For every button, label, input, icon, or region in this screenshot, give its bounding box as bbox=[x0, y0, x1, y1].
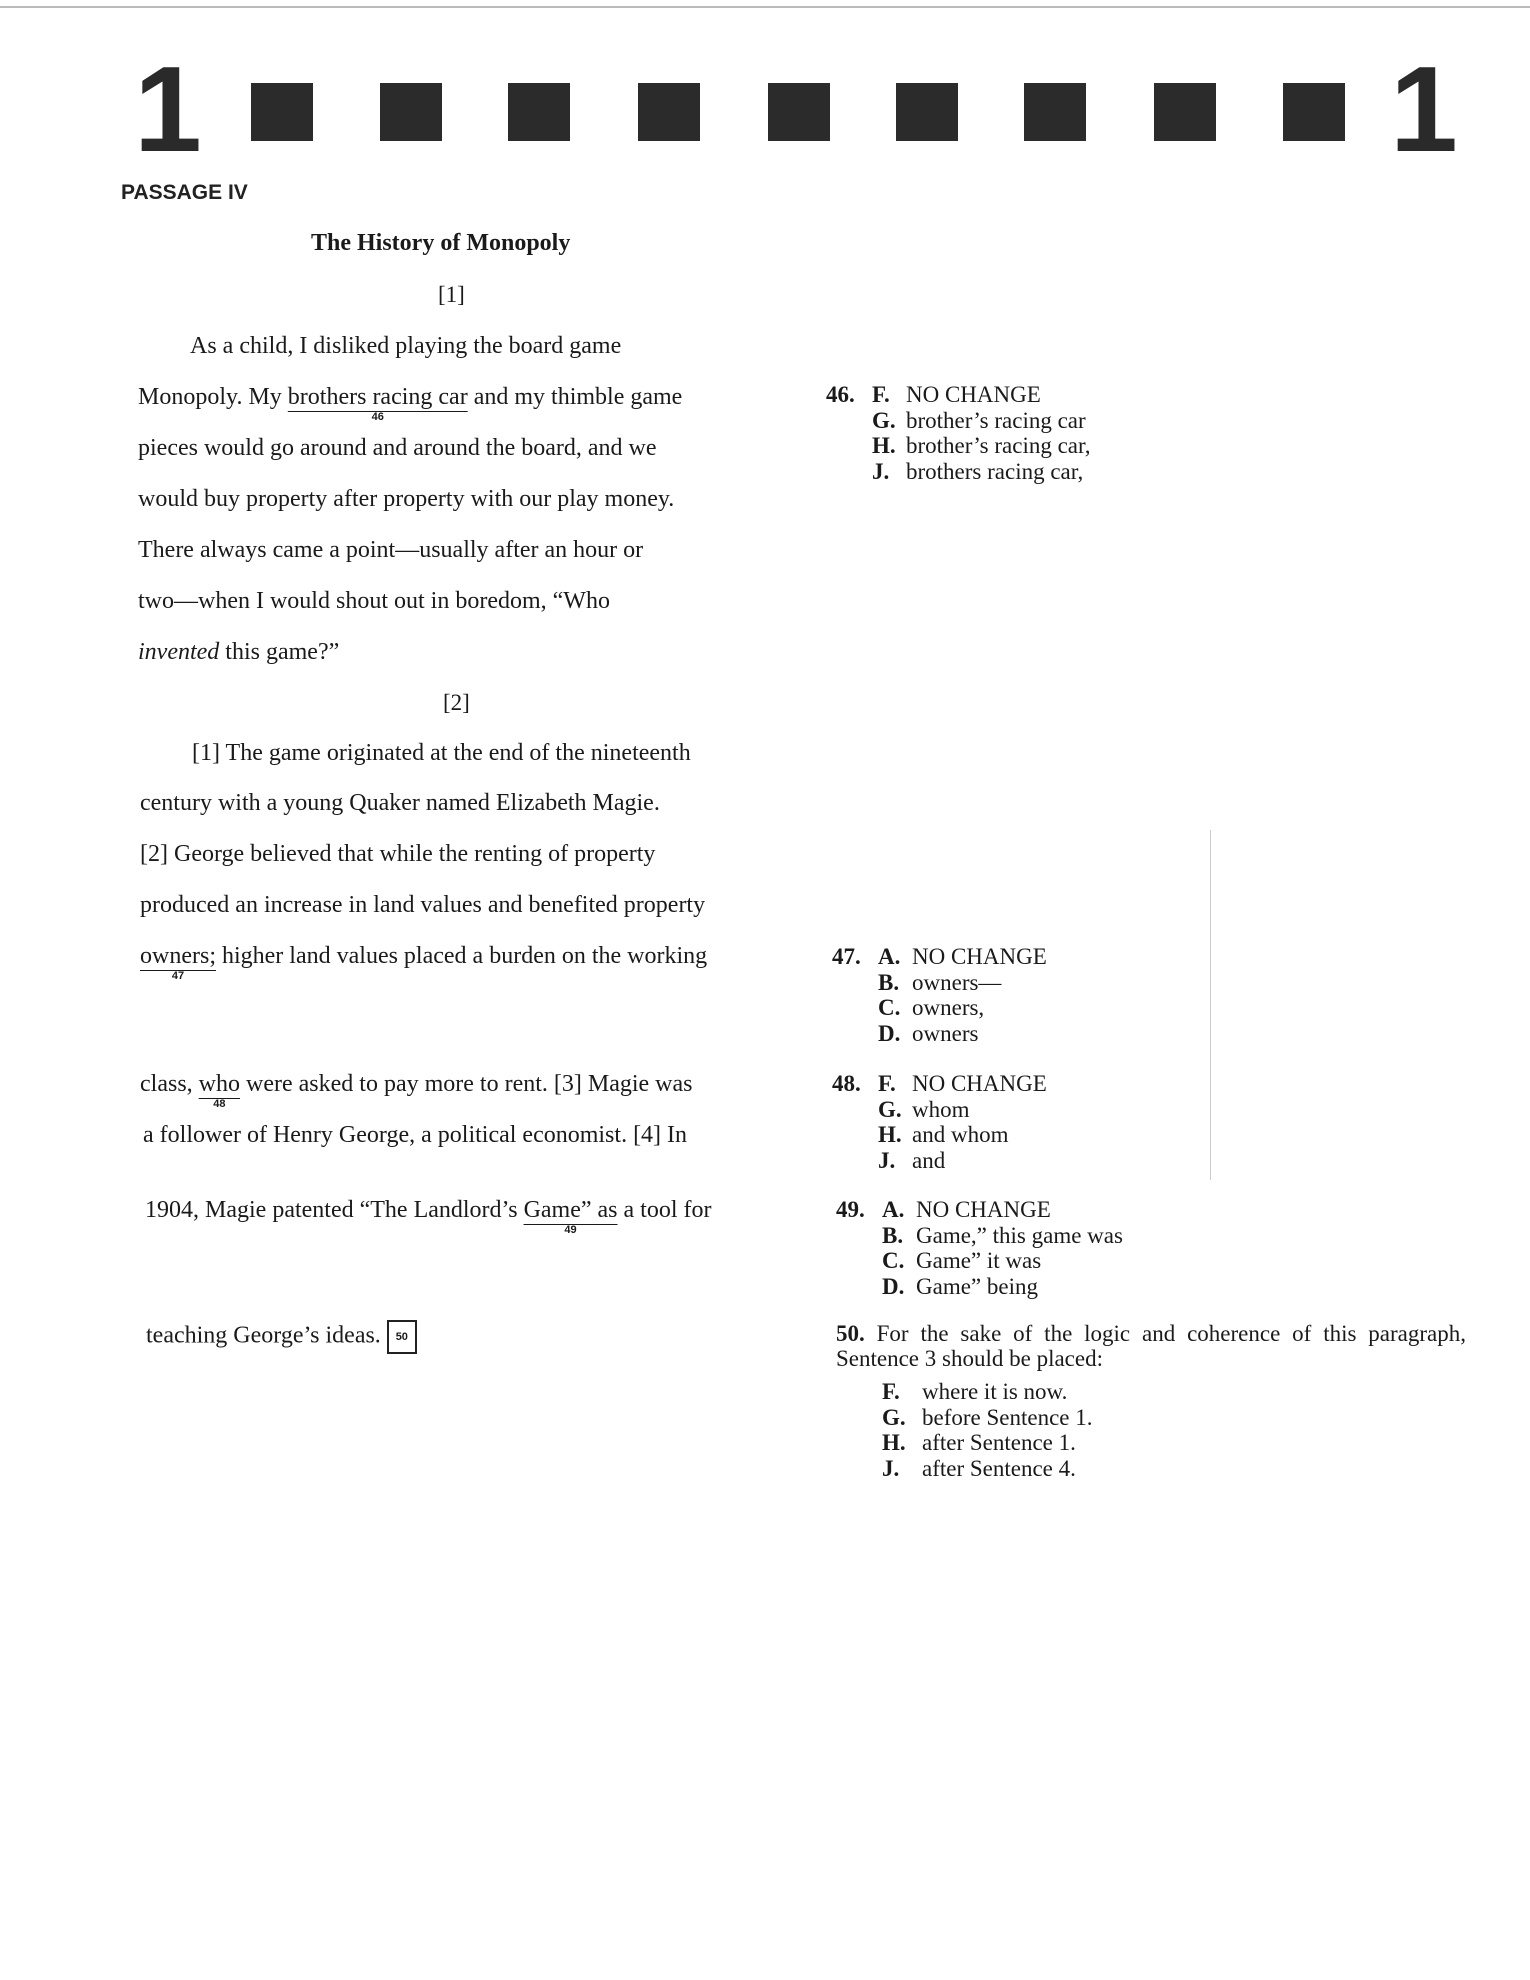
question-50 bbox=[836, 1321, 1466, 1481]
question-48 bbox=[832, 1071, 1047, 1173]
option-text[interactable]: brother’s racing car, bbox=[906, 433, 1091, 458]
question-number: 46. bbox=[826, 382, 855, 407]
question-ref-48: 48 bbox=[213, 1098, 226, 1110]
option-letter[interactable]: B. bbox=[882, 1222, 904, 1248]
passage-line: produced an increase in land values and benefited property bbox=[140, 892, 706, 918]
option-letter[interactable]: B. bbox=[878, 969, 900, 995]
passage-line: century with a young Quaker named Elizabeth Magie. bbox=[140, 790, 660, 816]
option-letter[interactable]: H. bbox=[882, 1430, 906, 1455]
question-stem: 50. For the sake of the logic and coherence of this paragraph, Sentence 3 should be placed: bbox=[836, 1321, 1466, 1371]
question-number: 49. bbox=[836, 1197, 865, 1222]
divider bbox=[1210, 830, 1211, 1180]
option-text[interactable]: NO CHANGE bbox=[912, 1071, 1047, 1096]
passage-line: [1] The game originated at the end of the nineteenth bbox=[192, 740, 691, 766]
option-letter[interactable]: J. bbox=[882, 1455, 900, 1481]
option-letter[interactable]: C. bbox=[878, 995, 901, 1020]
option-text[interactable]: owners— bbox=[912, 969, 1002, 995]
option-text[interactable]: Game,” this game was bbox=[916, 1222, 1123, 1248]
question-ref-49: 49 bbox=[564, 1224, 577, 1236]
question-ref-46: 46 bbox=[371, 411, 384, 423]
option-letter[interactable]: A. bbox=[878, 944, 901, 969]
question-46 bbox=[826, 382, 1090, 484]
header-block bbox=[508, 83, 570, 141]
passage-line: invented this game?” bbox=[138, 639, 340, 665]
header-block bbox=[1283, 83, 1345, 141]
header-block bbox=[1154, 83, 1216, 141]
option-text[interactable]: after Sentence 1. bbox=[922, 1430, 1076, 1455]
passage-line: a follower of Henry George, a political economist. [4] In bbox=[143, 1122, 688, 1148]
header-block bbox=[896, 83, 958, 141]
passage-line: Monopoly. My brothers racing car 46 and my thimble game bbox=[138, 384, 683, 423]
option-letter[interactable]: A. bbox=[882, 1197, 905, 1222]
option-text[interactable]: Game” being bbox=[916, 1273, 1038, 1299]
option-letter[interactable]: G. bbox=[878, 1096, 902, 1122]
option-text[interactable]: NO CHANGE bbox=[912, 944, 1047, 969]
passage-line: As a child, I disliked playing the board game bbox=[190, 333, 622, 359]
option-text[interactable]: NO CHANGE bbox=[916, 1197, 1051, 1222]
question-47 bbox=[832, 944, 1047, 1046]
option-letter[interactable]: F. bbox=[882, 1379, 900, 1404]
passage-line: 1904, Magie patented “The Landlord’s Game” as 49 a tool for bbox=[145, 1197, 712, 1236]
passage-label: PASSAGE IV bbox=[121, 181, 248, 204]
section-number-left: 1 bbox=[134, 41, 202, 177]
option-letter[interactable]: D. bbox=[878, 1020, 901, 1046]
option-text[interactable]: after Sentence 4. bbox=[922, 1455, 1076, 1481]
option-text[interactable]: Game” it was bbox=[916, 1248, 1042, 1273]
question-49 bbox=[836, 1197, 1123, 1299]
question-number: 50. bbox=[836, 1321, 865, 1346]
passage-line: would buy property after property with our play money. bbox=[138, 486, 675, 512]
question-ref-47: 47 bbox=[171, 970, 185, 982]
option-letter[interactable]: F. bbox=[872, 382, 890, 407]
passage-line: two—when I would shout out in boredom, “Who bbox=[138, 588, 610, 614]
top-rule bbox=[0, 6, 1530, 8]
underlined-portion-49[interactable]: Game” as 49 bbox=[523, 1197, 618, 1236]
option-letter[interactable]: D. bbox=[882, 1273, 905, 1299]
option-text[interactable]: brothers racing car, bbox=[906, 458, 1084, 484]
underlined-portion-46[interactable]: brothers racing car 46 bbox=[287, 384, 468, 423]
option-text[interactable]: and bbox=[912, 1147, 946, 1173]
option-text[interactable]: owners bbox=[912, 1020, 979, 1046]
option-text[interactable]: whom bbox=[912, 1096, 970, 1122]
paragraph-marker: [1] bbox=[438, 282, 465, 307]
header-block bbox=[638, 83, 700, 141]
option-text[interactable]: where it is now. bbox=[922, 1379, 1068, 1404]
section-number-right: 1 bbox=[1390, 41, 1458, 177]
passage-line: pieces would go around and around the board, and we bbox=[138, 435, 657, 461]
underlined-portion-48[interactable]: who 48 bbox=[198, 1071, 240, 1110]
option-letter[interactable]: H. bbox=[872, 433, 896, 458]
question-number: 48. bbox=[832, 1071, 861, 1096]
option-text[interactable]: NO CHANGE bbox=[906, 382, 1041, 407]
option-letter[interactable]: C. bbox=[882, 1248, 905, 1273]
header-block bbox=[768, 83, 830, 141]
header-block bbox=[1024, 83, 1086, 141]
option-letter[interactable]: J. bbox=[878, 1147, 896, 1173]
underlined-portion-47[interactable]: owners; 47 bbox=[140, 943, 216, 982]
passage-line: class, who 48 were asked to pay more to rent. [3] Magie was bbox=[140, 1071, 693, 1110]
header-block bbox=[380, 83, 442, 141]
passage-line: owners; 47 higher land values placed a burden on the working bbox=[140, 943, 708, 982]
option-text[interactable]: before Sentence 1. bbox=[922, 1404, 1093, 1430]
option-text[interactable]: brother’s racing car bbox=[906, 407, 1086, 433]
option-letter[interactable]: G. bbox=[882, 1404, 906, 1430]
passage-line: [2] George believed that while the renting of property bbox=[140, 841, 656, 867]
option-letter[interactable]: G. bbox=[872, 407, 896, 433]
header-block bbox=[251, 83, 313, 141]
passage-title: The History of Monopoly bbox=[311, 230, 571, 256]
question-box-50[interactable]: 50 bbox=[387, 1320, 417, 1354]
passage-line: There always came a point—usually after an hour or bbox=[138, 537, 644, 563]
option-letter[interactable]: F. bbox=[878, 1071, 896, 1096]
question-number: 47. bbox=[832, 944, 861, 969]
option-letter[interactable]: H. bbox=[878, 1122, 902, 1147]
passage-line: teaching George’s ideas. 50 bbox=[146, 1320, 417, 1354]
option-text[interactable]: and whom bbox=[912, 1122, 1009, 1147]
paragraph-marker: [2] bbox=[443, 690, 470, 715]
option-letter[interactable]: J. bbox=[872, 458, 890, 484]
option-text[interactable]: owners, bbox=[912, 995, 985, 1020]
